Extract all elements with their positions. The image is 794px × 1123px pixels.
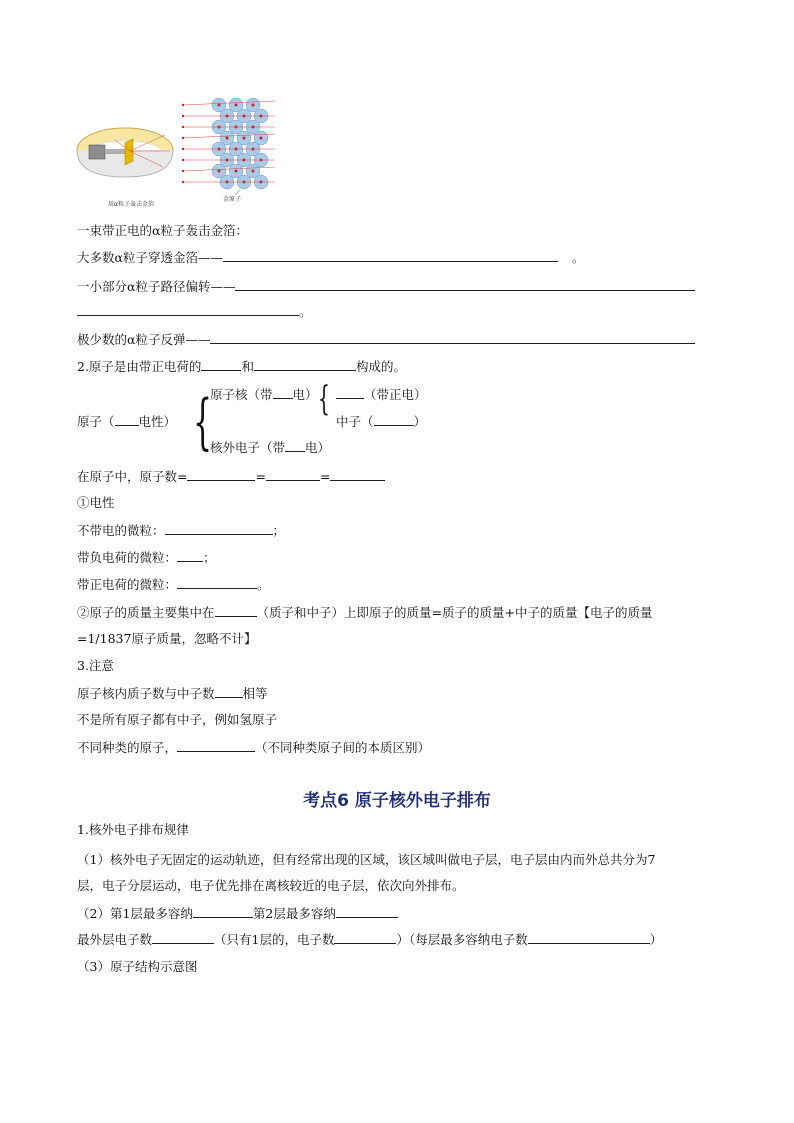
gold-atom-grid xyxy=(182,98,275,195)
atom-nucleus xyxy=(218,104,221,107)
alpha-particle xyxy=(182,126,184,128)
text-line: 原子核内质子数与中子数 相等 xyxy=(77,686,268,701)
text-line: 。 xyxy=(77,302,312,321)
apparatus-illustration xyxy=(77,128,173,177)
text-line: 不同种类的原子， （不同种类原子间的本质区别） xyxy=(77,740,431,755)
figure-caption: 用α粒子轰击金箔 xyxy=(108,201,154,208)
atom-nucleus xyxy=(235,170,238,173)
text-line: 带负电荷的微粒： ； xyxy=(77,550,216,565)
text-line: 3.注意 xyxy=(77,658,114,673)
text-line: 在原子中，原子数= = = xyxy=(77,467,385,486)
text-line: ①电性 xyxy=(77,495,115,510)
alpha-particle xyxy=(182,148,184,150)
text-line: 大多数α粒子穿透金箔—— 。 xyxy=(77,250,585,265)
electron-label: 核外电子（带 电） xyxy=(210,440,331,455)
text-line: =1/1837原子质量，忽略不计】 xyxy=(77,631,257,646)
caption-pointer xyxy=(235,190,240,195)
atom-nucleus xyxy=(252,170,255,173)
text-line: （1）核外电子无固定的运动轨迹，但有经常出现的区域，该区域叫做电子层，电子层由内而外总共分为7 xyxy=(77,852,656,867)
atom-nucleus xyxy=(243,137,246,140)
text-line: 1.核外电子排布规律 xyxy=(77,822,189,837)
text-line: 最外层电子数 （只有1层的，电子数 ）（每层最多容纳电子数 ） xyxy=(77,932,663,947)
alpha-particle xyxy=(182,104,184,106)
text-line: （2）第1层最多容纳 第2层最多容纳 xyxy=(77,904,398,923)
atom-nucleus xyxy=(235,104,238,107)
alpha-particle xyxy=(182,170,184,172)
inner-brace: { xyxy=(318,379,330,419)
atom-nucleus xyxy=(260,137,263,140)
text-line: 带正电荷的微粒： 。 xyxy=(77,577,270,592)
atom-nucleus xyxy=(226,137,229,140)
alpha-particle xyxy=(182,181,184,183)
text-line: 一小部分α粒子路径偏转—— xyxy=(77,277,695,296)
atom-label: 原子（ 电性） xyxy=(77,414,177,429)
nucleus-label: 原子核（带 电） xyxy=(210,387,318,402)
text-line: 极少数的α粒子反弹—— xyxy=(77,330,695,349)
text-line: （3）原子结构示意图 xyxy=(77,959,198,974)
atom-nucleus xyxy=(218,170,221,173)
alpha-particle xyxy=(182,137,184,139)
neutron-label: 中子（ ） xyxy=(336,414,427,429)
text-line: 层，电子分层运动，电子优先排在离核较近的电子层，依次向外排布。 xyxy=(77,878,465,893)
proton-label: （带正电） xyxy=(336,385,427,404)
left-brace: { xyxy=(193,387,213,457)
alpha-particle xyxy=(182,159,184,161)
alpha-particle xyxy=(182,115,184,117)
text-line: 一束带正电的α粒子轰击金箔： xyxy=(77,223,248,238)
text-line: 不带电的微粒： ； xyxy=(77,523,286,538)
text-line: 2.原子是由带正电荷的 和 构成的。 xyxy=(77,359,406,374)
section-heading: 考点6 原子核外电子排布 xyxy=(303,791,491,811)
text-line: ②原子的质量主要集中在 （质子和中子）上即原子的质量=质子的质量+中子的质量【电子的质量 xyxy=(77,605,653,620)
atom-caption: 金原子 xyxy=(223,196,242,203)
alpha-scattering-figure xyxy=(75,95,295,210)
atom-nucleus xyxy=(252,104,255,107)
text-line: 不是所有原子都有中子，例如氢原子 xyxy=(77,712,278,727)
